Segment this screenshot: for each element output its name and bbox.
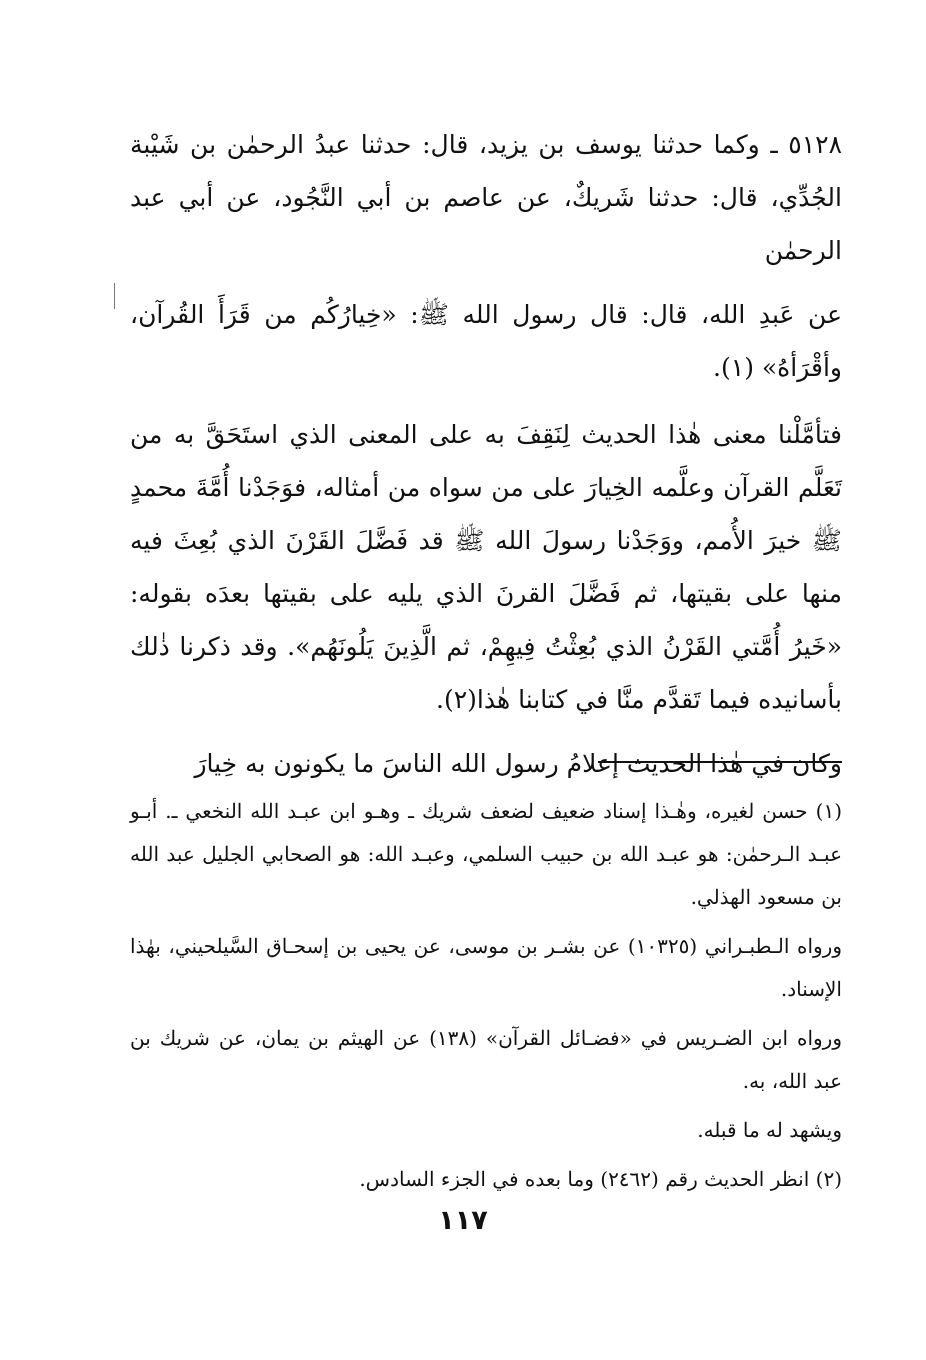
commentary-continuation-paragraph: وكان في هٰذا الحديث إعلامُ رسول الله الناسَ ما يكونون به خِيارَ xyxy=(194,749,842,778)
footnote-separator xyxy=(598,761,842,763)
hadith-isnad-paragraph: ٥١٢٨ ـ وكما حدثنا يوسف بن يزيد، قال: حدثنا عبدُ الرحمٰن بن شَيْبة الجُدِّي، قال: حدثنا شَريكٌ، عن عاصم بن أبي النَّجُود، عن أبي عبد الرحمٰن xyxy=(130,130,842,265)
footnote-1-tabarani: ورواه الـطبـراني (١٠٣٢٥) عن بشـر بن موسى، عن يحيى بن إسحـاق السَّيلحيني، بهٰذا الإسناد. xyxy=(130,934,842,1001)
footnote-1-witness: ويشهد له ما قبله. xyxy=(697,1118,842,1142)
hadith-matn-paragraph: عن عَبدِ الله، قال: قال رسول الله ﷺ: «خِيارُكُم من قَرَأَ القُرآن، وأقْرَأهُ» (١). xyxy=(130,300,842,382)
commentary-paragraph: فتأمَّلْنا معنى هٰذا الحديث لِنَقِفَ به على المعنى الذي استَحَقَّ به من تَعَلَّم القرآن وعلَّمه الخِيارَ على من سواه من أمثاله، فوَجَدْنا أُمَّةَ محمدٍ ﷺ خيرَ الأُمم، ووَجَدْنا رسولَ الله ﷺ قد فَضَّلَ القَرْنَ الذي بُعِثَ فيه منها على بقيتها، ثم فَضَّلَ القرنَ الذي يليه على بقيتها بعدَه بقوله: «خَيرُ أُمَّتي القَرْنُ الذي بُعِثْتُ فِيهِمْ، ثم الَّذِينَ يَلُونَهُم». وقد ذكرنا ذٰلك بأسانيده فيما تَقدَّم منَّا في كتابنا هٰذا(٢). xyxy=(130,420,842,714)
footnotes xyxy=(130,790,842,1207)
page-number: ١١٧ xyxy=(438,1205,488,1236)
footnote-2: (٢) انظر الحديث رقم (٢٤٦٢) وما بعده في الجزء السادس. xyxy=(359,1167,842,1191)
margin-mark xyxy=(114,283,115,309)
footnote-1-ibn-durays: ورواه ابن الضـريس في «فضـائل القرآن» (١٣٨) عن الهيثم بن يمان، عن شريك بن عبد الله، به. xyxy=(130,1026,842,1093)
footnote-1: (١) حسن لغيره، وهٰـذا إسناد ضعيف لضعف شريك ـ وهـو ابن عبـد الله النخعي ـ. أبـو عبـد الـرحمٰن: هو عبـد الله بن حبيب السلمي، وعبـد الله: هو الصحابي الجليل عبد الله بن مسعود الهذلي. xyxy=(130,799,843,909)
main-text xyxy=(130,118,842,801)
